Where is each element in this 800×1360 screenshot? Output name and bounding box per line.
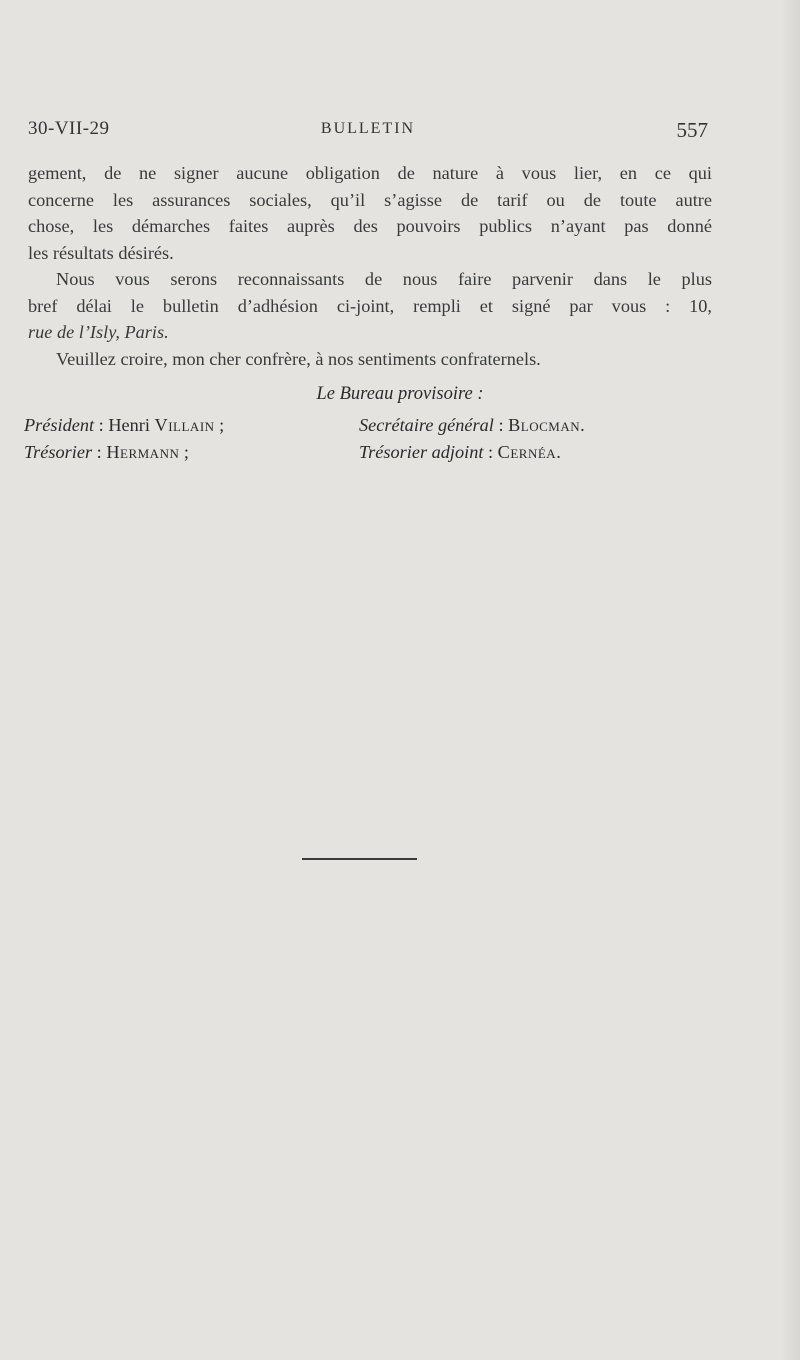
officer-row [24,412,724,439]
officer-title: Trésorier [24,442,93,462]
officer-end: ; [179,442,190,462]
page-edge-shade [780,0,800,1360]
text-line: bref délai le bulletin d’adhésion ci-joint, rempli et signé par vous : 10, [28,295,712,316]
section-divider [302,858,417,860]
header-date: 30-VII-29 [28,118,110,139]
text-line: chose, les démarches faites auprès des pouvoirs publics n’ayant pas donné [28,216,712,236]
closing-line: Veuillez croire, mon cher confrère, à nos sentiments confraternels. [56,348,541,369]
officer-title: Trésorier adjoint [359,442,484,462]
running-header [28,118,708,148]
officer-name: Hermann [106,442,180,462]
header-title: BULLETIN [320,120,416,137]
officer-sep: : [92,442,107,462]
officer-sep: : [94,415,109,435]
officer-name: Blocman [508,415,581,435]
officer-end: ; [214,415,225,435]
officer-sep: : [493,415,509,435]
officer-name: Cernéa [497,442,557,462]
text-line: Nous vous serons reconnaissants de nous faire parvenir dans le plus [56,269,712,289]
officer-name: Villain [154,415,215,435]
officer-title: Président [24,415,95,435]
officer-end: . [580,415,585,435]
page-number: 557 [676,118,708,142]
officers-list [24,412,724,466]
officer-row [24,439,724,466]
text-line: gement, de ne signer aucune obligation de nature à vous lier, en ce qui [28,163,712,183]
officer-first-name: Henri [108,415,155,435]
officer-secretary [359,412,585,439]
text-line: concerne les assurances sociales, qu’il s’agisse de tarif ou de toute autre [28,189,712,210]
text-line: les résultats désirés. [28,242,174,263]
officer-treasurer [24,439,189,466]
bureau-heading: Le Bureau provisoire : [316,384,484,404]
address-line: rue de l’Isly, Paris. [28,322,169,342]
officer-sep: : [483,442,498,462]
officer-president [24,412,224,439]
officer-assistant-treasurer [359,439,561,466]
officer-title: Secrétaire général [359,415,494,435]
officer-end: . [556,442,561,462]
body-text [28,160,712,372]
